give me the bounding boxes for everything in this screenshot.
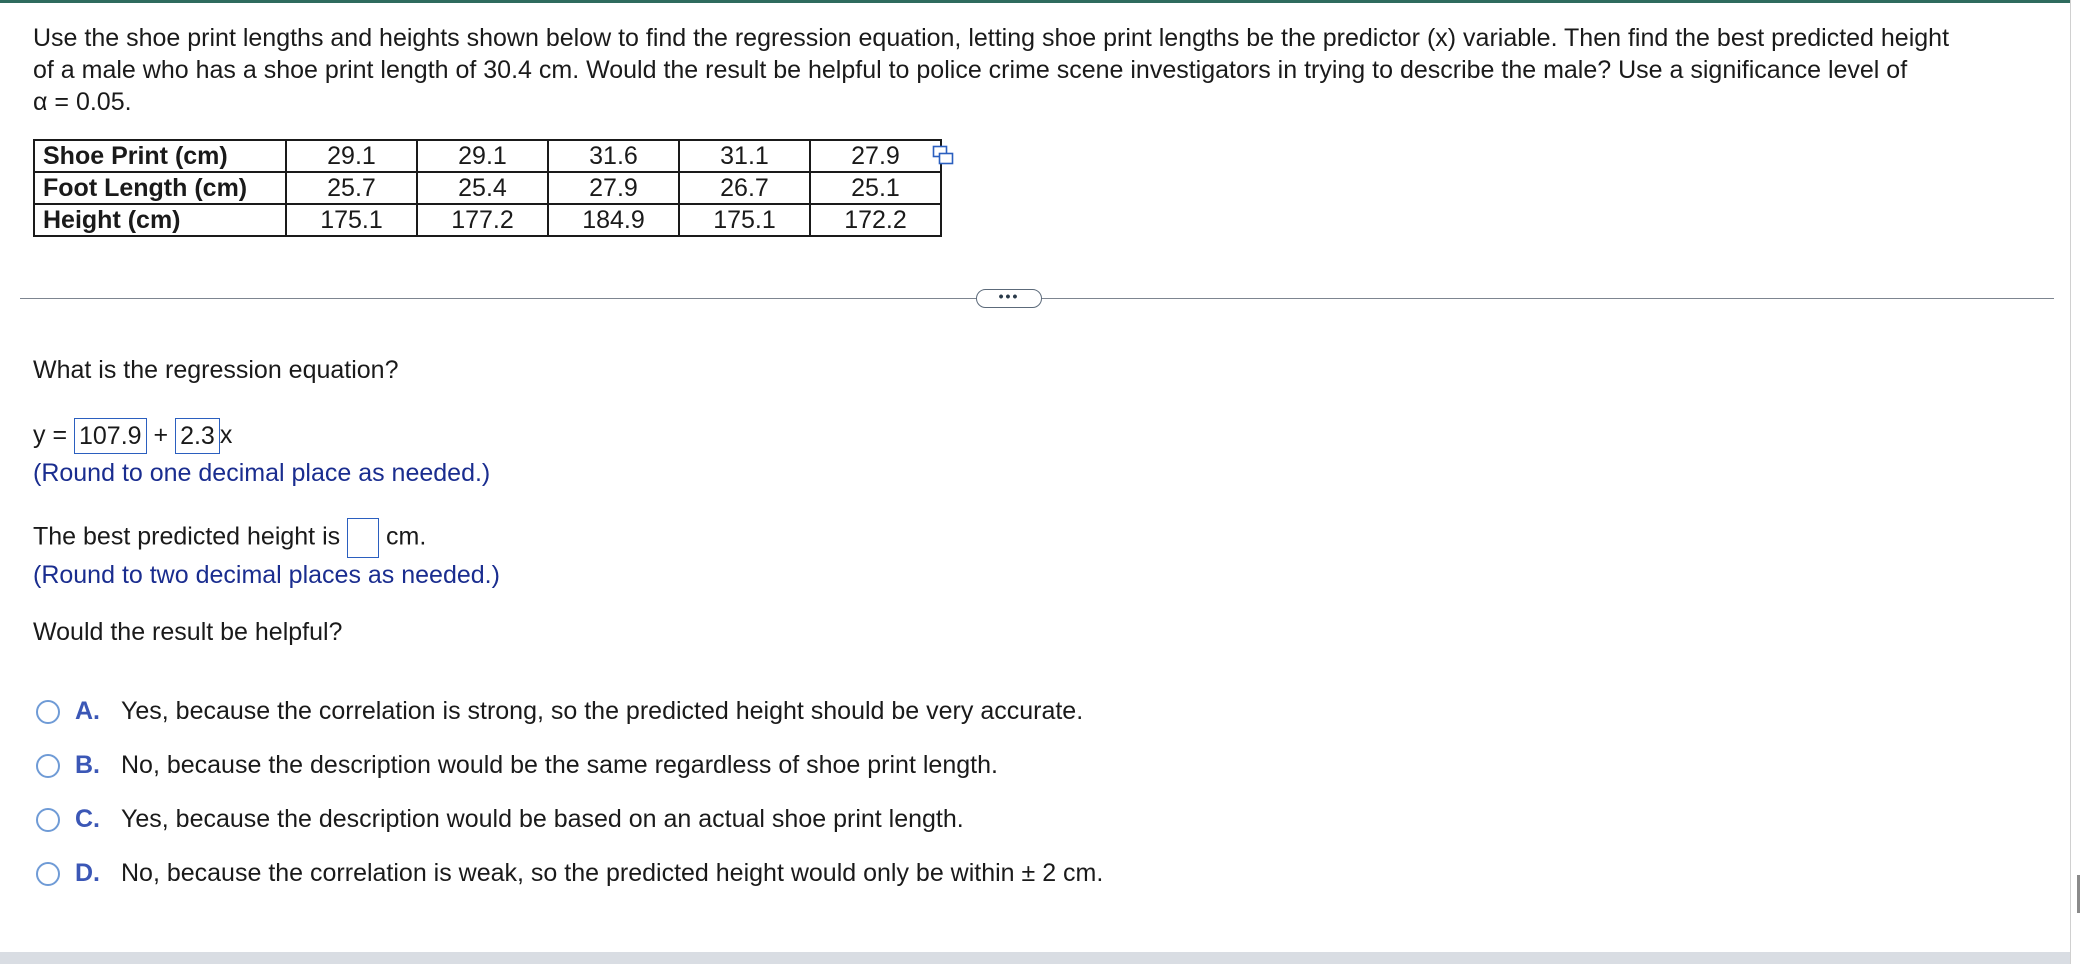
regression-equation [33,417,232,453]
copy-table-icon[interactable] [932,145,954,165]
radio-icon[interactable] [36,808,60,832]
option-letter: B. [75,751,100,779]
option-letter: A. [75,697,100,725]
row-header: Foot Length (cm) [34,172,286,204]
table-cell: 172.2 [810,204,941,236]
radio-icon[interactable] [36,754,60,778]
equation-y-prefix: y = [33,421,68,449]
table-row-shoe-print [34,140,941,172]
option-letter: C. [75,805,100,833]
table-cell: 31.1 [679,140,810,172]
table-cell: 27.9 [548,172,679,204]
table-cell: 184.9 [548,204,679,236]
table-cell: 175.1 [286,204,417,236]
table-cell: 31.6 [548,140,679,172]
radio-icon[interactable] [36,700,60,724]
table-cell: 26.7 [679,172,810,204]
option-text: Yes, because the correlation is strong, so the predicted height should be very accurate. [121,697,1084,725]
option-letter: D. [75,859,100,887]
rounding-hint-two-decimals: (Round to two decimal places as needed.) [33,561,500,589]
option-text: Yes, because the description would be based on an actual shoe print length. [121,805,964,833]
bottom-scrollbar-track[interactable] [0,952,2070,964]
table-cell: 177.2 [417,204,548,236]
table-cell: 25.4 [417,172,548,204]
ellipsis-icon[interactable]: ••• [976,289,1042,308]
row-header: Shoe Print (cm) [34,140,286,172]
table-cell: 25.7 [286,172,417,204]
table-cell: 29.1 [286,140,417,172]
question-line-2: of a male who has a shoe print length of 30.4 cm. Would the result be helpful to police crime scene investigators in trying to describe the male? Use a significance level of [33,56,1908,84]
question-line-1: Use the shoe print lengths and heights shown below to find the regression equation, letting shoe print lengths be the predictor (x) variable. Then find the best predicted height [33,24,1950,52]
rounding-hint-one-decimal: (Round to one decimal place as needed.) [33,459,491,487]
prediction-prefix: The best predicted height is [33,522,341,551]
row-header: Height (cm) [34,204,286,236]
intercept-answer-box[interactable]: 107.9 [74,418,147,454]
slope-answer-box[interactable]: 2.3 [175,418,220,454]
question-line-3: α = 0.05. [33,88,132,116]
table-cell: 175.1 [679,204,810,236]
prediction-line [33,518,426,558]
radio-icon[interactable] [36,862,60,886]
data-table [33,139,942,237]
option-text: No, because the description would be the same regardless of shoe print length. [121,751,998,779]
table-cell: 29.1 [417,140,548,172]
equation-x: x [219,421,233,449]
predicted-height-input[interactable] [347,518,379,558]
prediction-unit: cm. [386,522,427,551]
table-row-height [34,204,941,236]
right-scrollbar[interactable] [2070,0,2080,964]
top-accent-bar [0,0,2080,3]
table-row-foot-length [34,172,941,204]
regression-prompt: What is the regression equation? [33,356,399,384]
table-cell: 27.9 [810,140,941,172]
helpful-prompt: Would the result be helpful? [33,618,343,646]
question-text [33,22,2043,118]
equation-plus: + [153,421,169,449]
option-text: No, because the correlation is weak, so the predicted height would only be within ± 2 cm. [121,859,1104,887]
table-cell: 25.1 [810,172,941,204]
